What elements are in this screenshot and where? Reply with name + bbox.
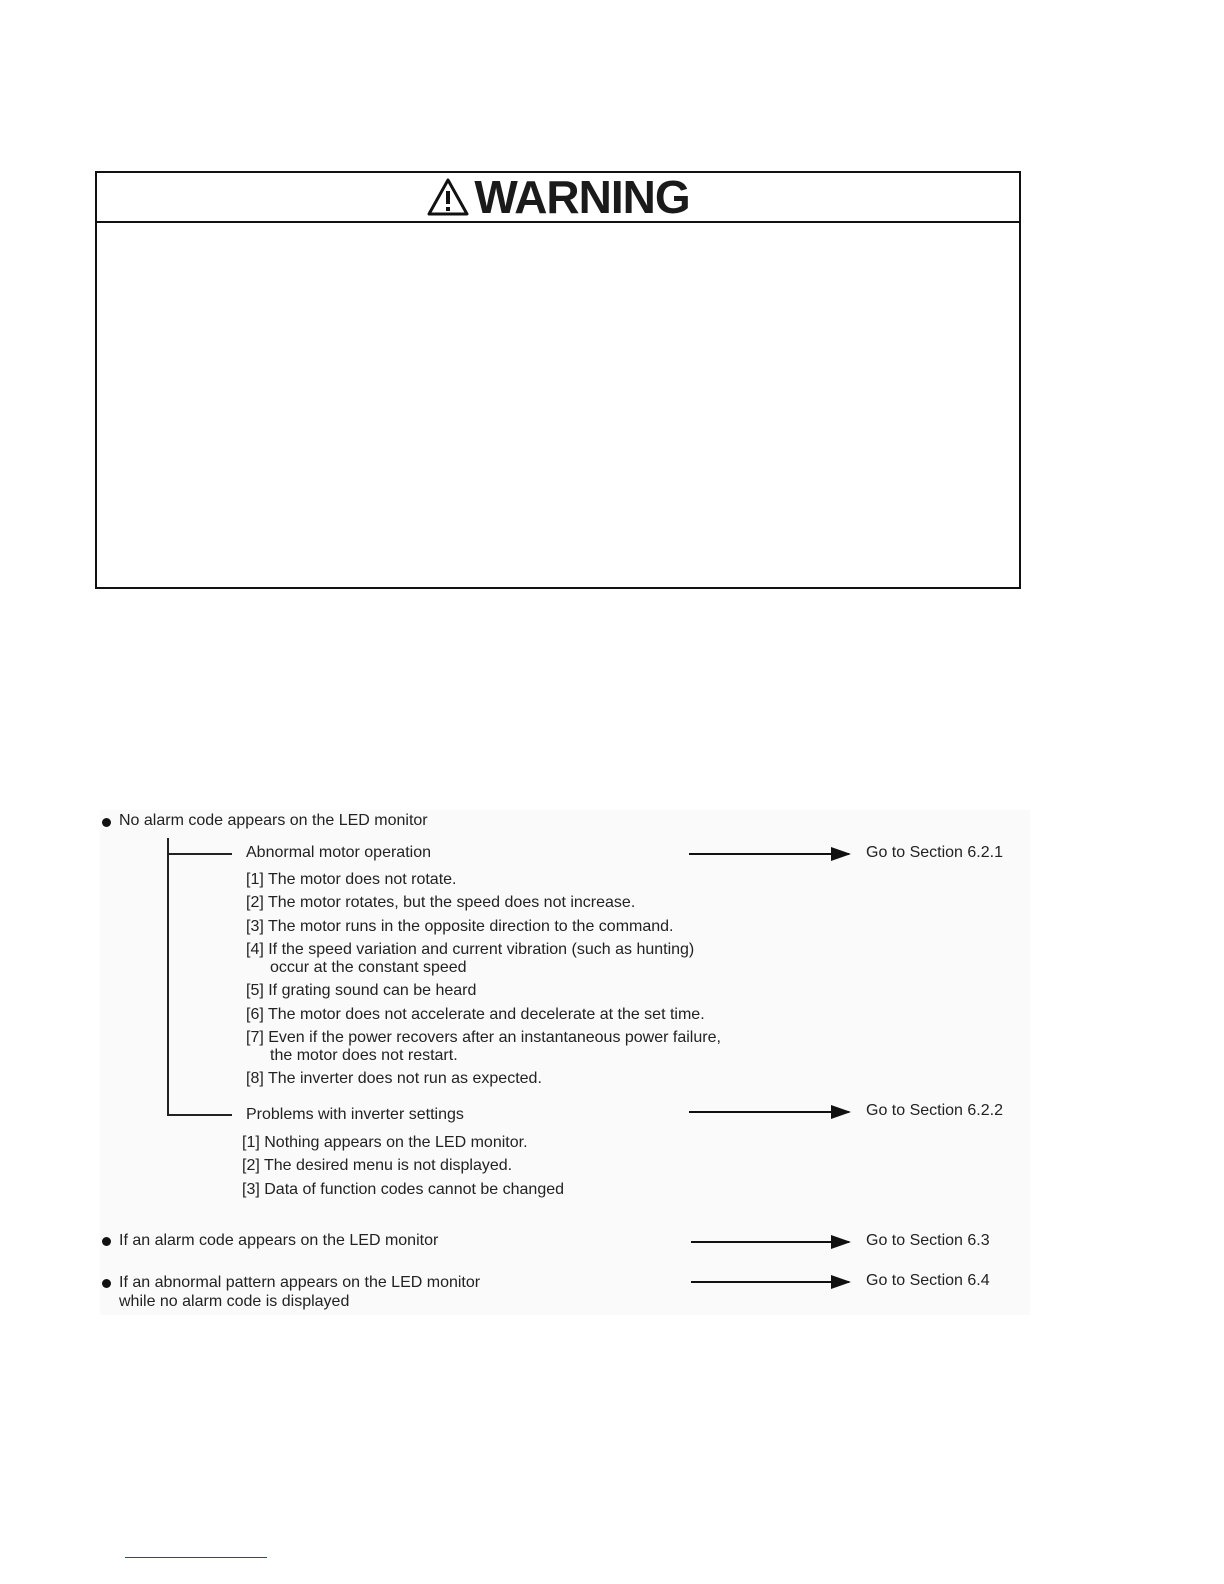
arrow-settings <box>689 1111 849 1113</box>
abnormal-label-line2: while no alarm code is displayed <box>119 1293 350 1310</box>
settings-item-1: [1] Nothing appears on the LED monitor. <box>242 1134 528 1151</box>
motor-item-5: [5] If grating sound can be heard <box>246 982 477 999</box>
bullet-icon <box>102 1237 111 1246</box>
section-64-link[interactable]: Go to Section 6.4 <box>866 1272 990 1289</box>
warning-triangle-icon <box>426 177 470 217</box>
section-622-link[interactable]: Go to Section 6.2.2 <box>866 1102 1003 1119</box>
motor-item-3: [3] The motor runs in the opposite direction to the command. <box>246 918 674 935</box>
motor-item-2: [2] The motor rotates, but the speed does not increase. <box>246 894 636 911</box>
arrow-motor <box>689 853 849 855</box>
abnormal-label-line1: If an abnormal pattern appears on the LED monitor <box>119 1274 481 1291</box>
footer-divider <box>125 1557 267 1558</box>
tree-connector-motor <box>167 853 232 855</box>
motor-item-6: [6] The motor does not accelerate and decelerate at the set time. <box>246 1006 705 1023</box>
tree-connector-settings <box>167 1114 232 1116</box>
no-alarm-heading: No alarm code appears on the LED monitor <box>119 812 428 829</box>
warning-box <box>95 171 1021 589</box>
settings-label: Problems with inverter settings <box>246 1106 464 1123</box>
warning-body <box>97 223 1019 589</box>
arrow-abnormal <box>691 1281 849 1283</box>
alarm-label: If an alarm code appears on the LED monitor <box>119 1232 439 1249</box>
settings-item-3: [3] Data of function codes cannot be changed <box>242 1181 565 1198</box>
bullet-icon <box>102 1279 111 1288</box>
motor-item-8: [8] The inverter does not run as expected. <box>246 1070 542 1087</box>
arrow-alarm <box>691 1241 849 1243</box>
section-63-link[interactable]: Go to Section 6.3 <box>866 1232 990 1249</box>
settings-item-2: [2] The desired menu is not displayed. <box>242 1157 513 1174</box>
motor-operation-label: Abnormal motor operation <box>246 844 431 861</box>
motor-item-1: [1] The motor does not rotate. <box>246 871 457 888</box>
motor-item-7-cont: the motor does not restart. <box>270 1047 458 1064</box>
warning-header <box>97 173 1019 223</box>
motor-item-4: [4] If the speed variation and current vibration (such as hunting) <box>246 941 695 958</box>
motor-item-4-cont: occur at the constant speed <box>270 959 467 976</box>
troubleshooting-flowchart <box>100 810 1030 1315</box>
tree-connector-vertical <box>167 838 169 1116</box>
warning-title: WARNING <box>474 171 690 223</box>
bullet-icon <box>102 818 111 827</box>
motor-item-7: [7] Even if the power recovers after an instantaneous power failure, <box>246 1029 721 1046</box>
section-621-link[interactable]: Go to Section 6.2.1 <box>866 844 1003 861</box>
